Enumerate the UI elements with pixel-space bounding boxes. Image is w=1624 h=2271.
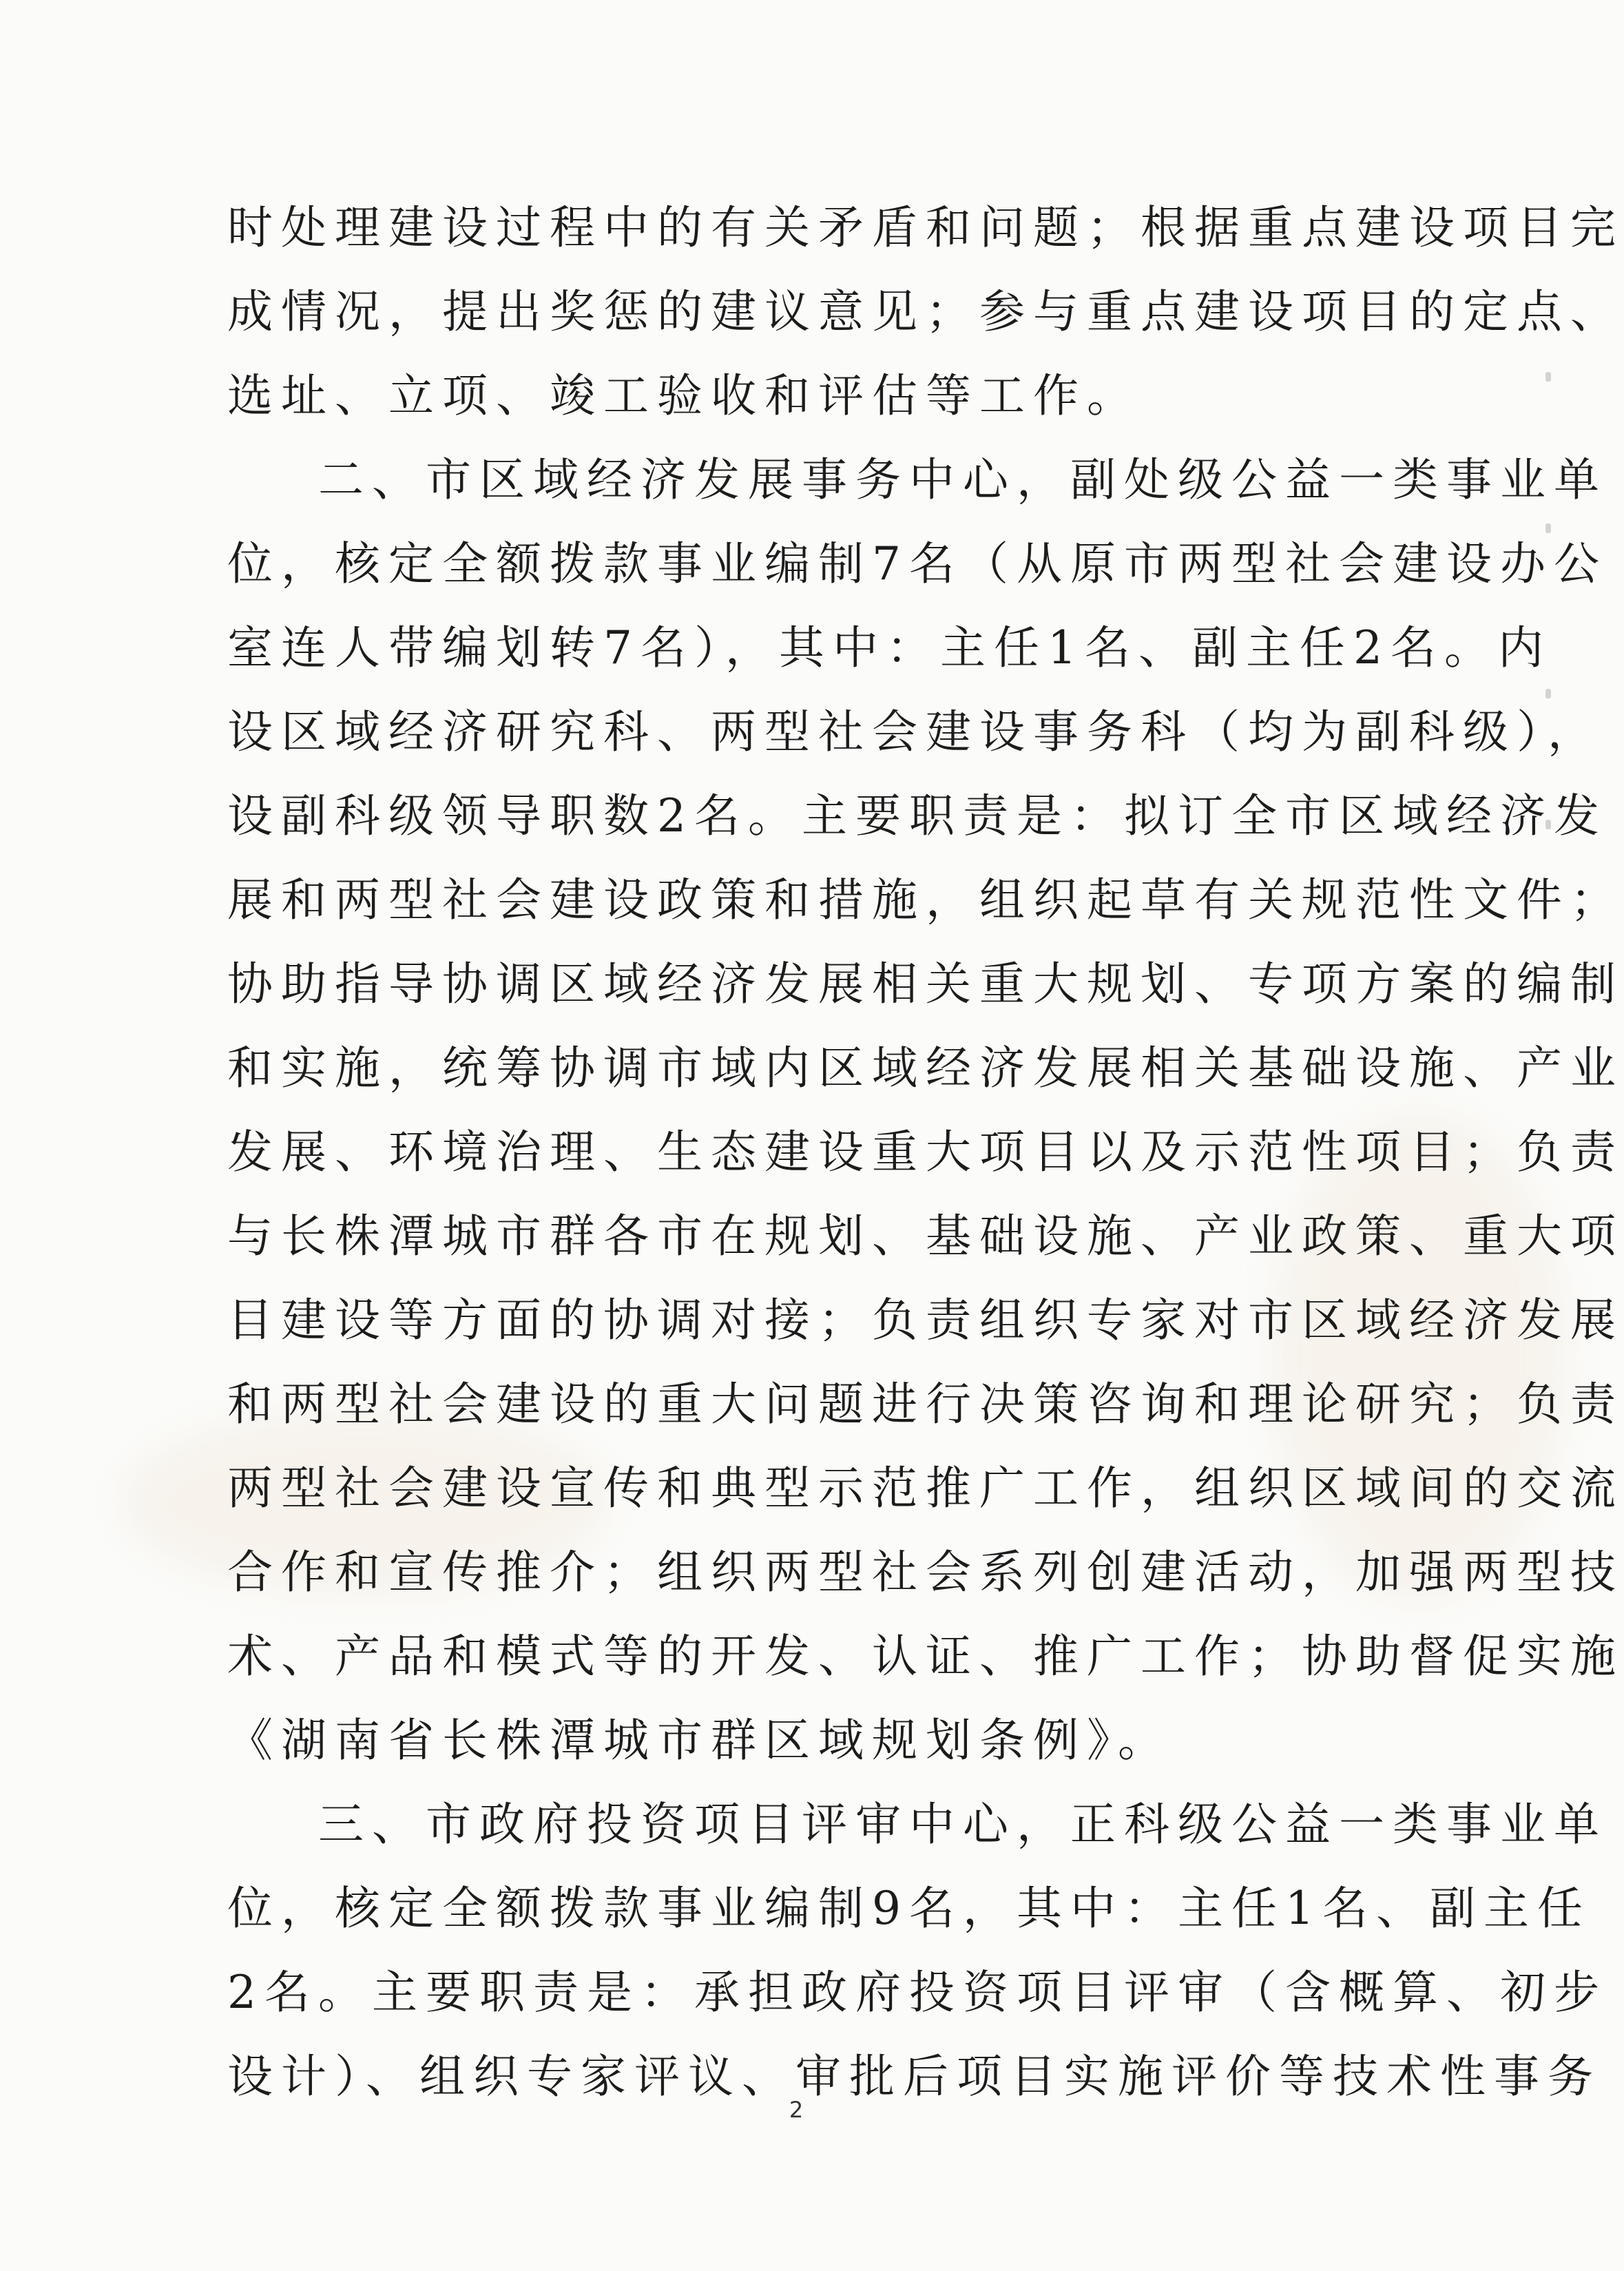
text-line: 成情况，提出奖惩的建议意见；参与重点建设项目的定点、 <box>227 285 1624 338</box>
text-line: 三、市政府投资项目评审中心，正科级公益一类事业单 <box>318 1798 1607 1851</box>
scan-edge-mark <box>1545 689 1551 698</box>
text-line: 两型社会建设宣传和典型示范推广工作，组织区域间的交流 <box>227 1462 1624 1515</box>
text-line: 《湖南省长株潭城市群区域规划条例》。 <box>227 1714 1172 1767</box>
text-line: 和实施，统筹协调市域内区域经济发展相关基础设施、产业 <box>227 1041 1624 1095</box>
text-line: 设计）、组织专家评议、审批后项目实施评价等技术性事务 <box>227 2050 1601 2103</box>
text-line: 术、产品和模式等的开发、认证、推广工作；协助督促实施 <box>227 1630 1624 1683</box>
text-line: 位，核定全额拨款事业编制7名（从原市两型社会建设办公 <box>227 537 1607 590</box>
text-line: 协助指导协调区域经济发展相关重大规划、专项方案的编制 <box>227 957 1624 1010</box>
text-line: 设区域经济研究科、两型社会建设事务科（均为副科级）， <box>227 705 1601 758</box>
paragraph-continuation <box>227 186 1624 438</box>
page-number: 2 <box>789 2097 804 2123</box>
text-line: 展和两型社会建设政策和措施，组织起草有关规范性文件； <box>227 873 1624 926</box>
scan-edge-mark <box>1545 523 1551 533</box>
text-line: 时处理建设过程中的有关矛盾和问题；根据重点建设项目完 <box>227 201 1624 254</box>
paragraph-regional-economic-center <box>227 438 1624 1783</box>
text-line: 发展、环境治理、生态建设重大项目以及示范性项目；负责 <box>227 1126 1624 1179</box>
text-line: 与长株潭城市群各市在规划、基础设施、产业政策、重大项 <box>227 1210 1624 1263</box>
document-body <box>227 186 1624 2119</box>
scan-edge-mark <box>1545 372 1551 382</box>
text-line: 二、市区域经济发展事务中心，副处级公益一类事业单 <box>318 453 1607 506</box>
text-line: 位，核定全额拨款事业编制9名，其中：主任1名、副主任 <box>227 1882 1591 1935</box>
text-line: 目建设等方面的协调对接；负责组织专家对市区域经济发展 <box>227 1294 1624 1347</box>
paragraph-investment-review-center <box>227 1783 1607 2119</box>
text-line: 室连人带编划转7名），其中：主任1名、副主任2名。内 <box>227 621 1552 674</box>
text-line: 和两型社会建设的重大问题进行决策咨询和理论研究；负责 <box>227 1378 1624 1431</box>
text-line: 选址、立项、竣工验收和评估等工作。 <box>227 369 1141 422</box>
text-line: 2名。主要职责是：承担政府投资项目评审（含概算、初步 <box>227 1966 1607 2019</box>
text-line: 设副科级领导职数2名。主要职责是：拟订全市区域经济发 <box>227 789 1607 842</box>
text-line: 合作和宣传推介；组织两型社会系列创建活动，加强两型技 <box>227 1546 1624 1599</box>
